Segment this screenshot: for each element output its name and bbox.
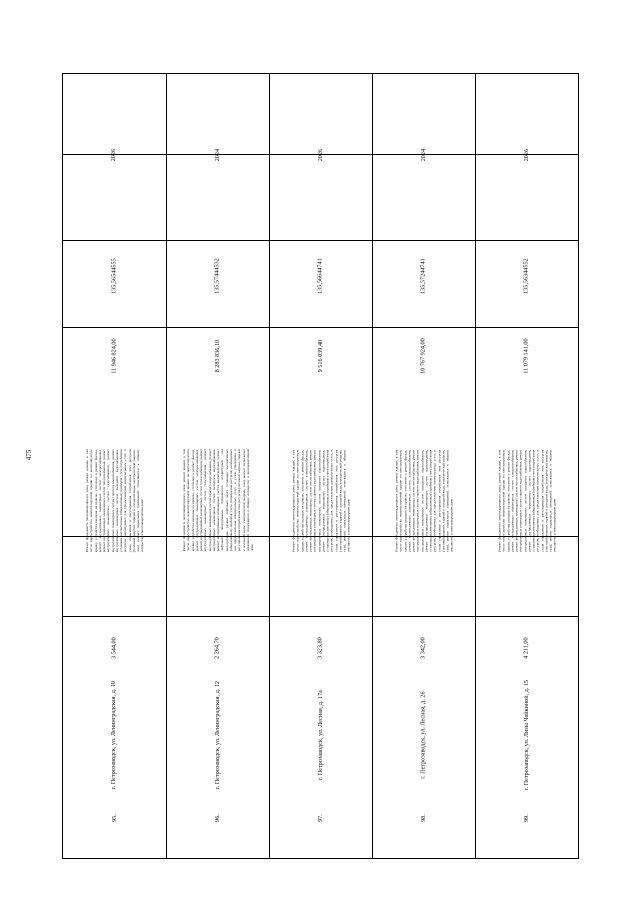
table-row bbox=[372, 74, 475, 858]
address-cell: г. Петрозаводск, ул. Лизы Чайкиной, д. 15 bbox=[522, 679, 530, 791]
year-cell: 2026 bbox=[110, 148, 118, 162]
cost-cell: 10 767 924,00 bbox=[419, 338, 427, 374]
area-cell: 3 342,00 bbox=[419, 637, 427, 660]
year-cell: 2024 bbox=[213, 148, 221, 162]
area-cell: 4 211,00 bbox=[522, 637, 530, 660]
area-cell: 3 323,80 bbox=[316, 637, 324, 660]
per-sqm-cell: 135,57444532 bbox=[213, 258, 221, 294]
cost-cell: 11 946 824,00 bbox=[110, 338, 118, 374]
row-number: 95. bbox=[110, 814, 118, 822]
per-sqm-cell: 135,57244741 bbox=[419, 258, 427, 294]
cost-cell: 11 079 141,00 bbox=[522, 338, 530, 374]
area-cell: 2 264,70 bbox=[213, 637, 221, 660]
capital-repair-table bbox=[62, 73, 579, 859]
per-sqm-cell: 135,56544555 bbox=[110, 258, 118, 294]
address-cell: г. Петрозаводск, ул. Ленинградская, д. 10 bbox=[110, 680, 118, 790]
address-cell: г. Петрозаводск, ул. Лесная, д. 17а bbox=[316, 689, 324, 781]
table-row bbox=[269, 74, 372, 858]
address-cell: г. Петрозаводск, ул. Ленинградская, д. 12 bbox=[213, 680, 221, 790]
year-cell: 2024 bbox=[419, 148, 427, 162]
per-sqm-cell: 135,56644741 bbox=[316, 258, 324, 294]
table-row bbox=[166, 74, 269, 858]
works-cell: Ремонт фундамента многоквартирного дома, ремонт крыши, в том числе переустройство невентилируемой крыши на вентилируемую крышу, устройство выходов на кровлю, утепление и ремонт фасада, ремонт внутридомовых инженерных систем электроснабжения, ремонт внутридомовых инженерных систем теплоснабжения, ремонт внутридомовых инженерных систем горячего водоснабжения, ремонт внутридомовых инженерных систем холодного водоснабжения, ремонт внутридомовых инженерных систем водоотведения, установка коллективных (общедомовых) приборов учета потребления ресурсов, необходимых для предоставления коммунальных услуг, и узлов управления и регулирования потребления этих ресурсов (тепловой энергии, горячей и холодной воды, электрической энергии, газа), ремонт подвальных помещений, относящихся к общему имуществу в многоквартирном доме bbox=[291, 449, 351, 552]
works-cell: Ремонт фундамента многоквартирного дома, ремонт крыши, в том числе переустройство невентилируемой крыши на вентилируемую крышу, устройство выходов на кровлю, утепление и ремонт фасада, ремонт внутридомовых инженерных систем электроснабжения, ремонт внутридомовых инженерных систем теплоснабжения, ремонт внутридомовых инженерных систем горячего водоснабжения, ремонт внутридомовых инженерных систем холодного водоснабжения, ремонт внутридомовых инженерных систем водоотведения, установка коллективных (общедомовых) приборов учета потребления ресурсов, необходимых для предоставления коммунальных услуг, и узлов управления и регулирования потребления этих ресурсов (тепловой энергии, горячей и холодной воды, электрической энергии, газа), ремонт подвальных помещений, относящихся к общему имуществу в многоквартирном доме bbox=[394, 449, 454, 552]
area-cell: 3 544,00 bbox=[110, 637, 118, 660]
works-cell: Ремонт фундамента многоквартирного дома, ремонт крыши, в том числе переустройство невентилируемой крыши на вентилируемую крышу, устройство выходов на кровлю, утепление и ремонт фасада, ремонт внутридомовых инженерных систем электроснабжения, ремонт внутридомовых инженерных систем теплоснабжения, ремонт внутридомовых инженерных систем газоснабжения, ремонт внутридомовых инженерных систем горячего водоснабжения, ремонт внутридомовых инженерных систем холодного водоснабжения, ремонт внутридомовых инженерных систем водоотведения, ремонт лифтового оборудования, признанного непригодным для эксплуатации, ремонт лифтовых шахт, установка коллективных (общедомовых) приборов учета потребления ресурсов, необходимых для предоставления коммунальных услуг, и узлов управления и регулирования потребления этих ресурсов (тепловой энергии, горячей и холодной воды, электрической энергии, газа), ремонт подвальных помещений, относящихся к общему имуществу в многоквартирном доме bbox=[181, 449, 254, 552]
row-number: 97. bbox=[316, 814, 324, 822]
row-number: 99. bbox=[522, 814, 530, 822]
works-cell: Ремонт фундамента многоквартирного дома, ремонт крыши, в том числе переустройство невентилируемой крыши на вентилируемую крышу, устройство выходов на кровлю, утепление и ремонт фасада, ремонт внутридомовых инженерных систем электроснабжения, ремонт внутридомовых инженерных систем теплоснабжения, ремонт внутридомовых инженерных систем газоснабжения, ремонт внутридомовых инженерных систем горячего водоснабжения, ремонт внутридомовых инженерных систем холодного водоснабжения, установка коллективных (общедомовых) приборов учета потребления ресурсов, необходимых для предоставления коммунальных услуг, и узлов управления и регулирования потребления этих ресурсов (тепловой энергии, горячей и холодной воды, электрической энергии, газа), ремонт подвальных помещений, относящихся к общему имуществу в многоквартирном доме bbox=[84, 449, 144, 552]
row-number: 96. bbox=[213, 814, 221, 822]
table-row bbox=[475, 74, 578, 858]
per-sqm-cell: 135,56344552 bbox=[522, 258, 530, 294]
address-cell: г. Петрозаводск, ул. Лесная, д. 26 bbox=[419, 691, 427, 779]
works-cell: Ремонт фундамента многоквартирного дома, ремонт крыши, в том числе переустройство невентилируемой крыши на вентилируемую крышу, устройство выходов на кровлю, утепление и ремонт фасада, ремонт внутридомовых инженерных систем электроснабжения, ремонт внутридомовых инженерных систем теплоснабжения, ремонт внутридомовых инженерных систем горячего водоснабжения, ремонт внутридомовых инженерных систем холодного водоснабжения, ремонт внутридомовых инженерных систем водоотведения, установка коллективных (общедомовых) приборов учета потребления ресурсов, необходимых для предоставления коммунальных услуг, и узлов управления и регулирования потребления этих ресурсов (тепловой энергии, горячей и холодной воды, электрической энергии, газа), ремонт подвальных помещений, относящихся к общему имуществу в многоквартирном доме bbox=[497, 449, 557, 552]
year-cell: 2026 bbox=[316, 148, 324, 162]
row-number: 98. bbox=[419, 814, 427, 822]
page-number: 475 bbox=[25, 449, 33, 461]
year-cell: 2026 bbox=[522, 148, 530, 162]
table-row bbox=[63, 74, 166, 858]
cost-cell: 8 283 836,10 bbox=[213, 339, 221, 373]
cost-cell: 9 516 039,40 bbox=[316, 339, 324, 373]
